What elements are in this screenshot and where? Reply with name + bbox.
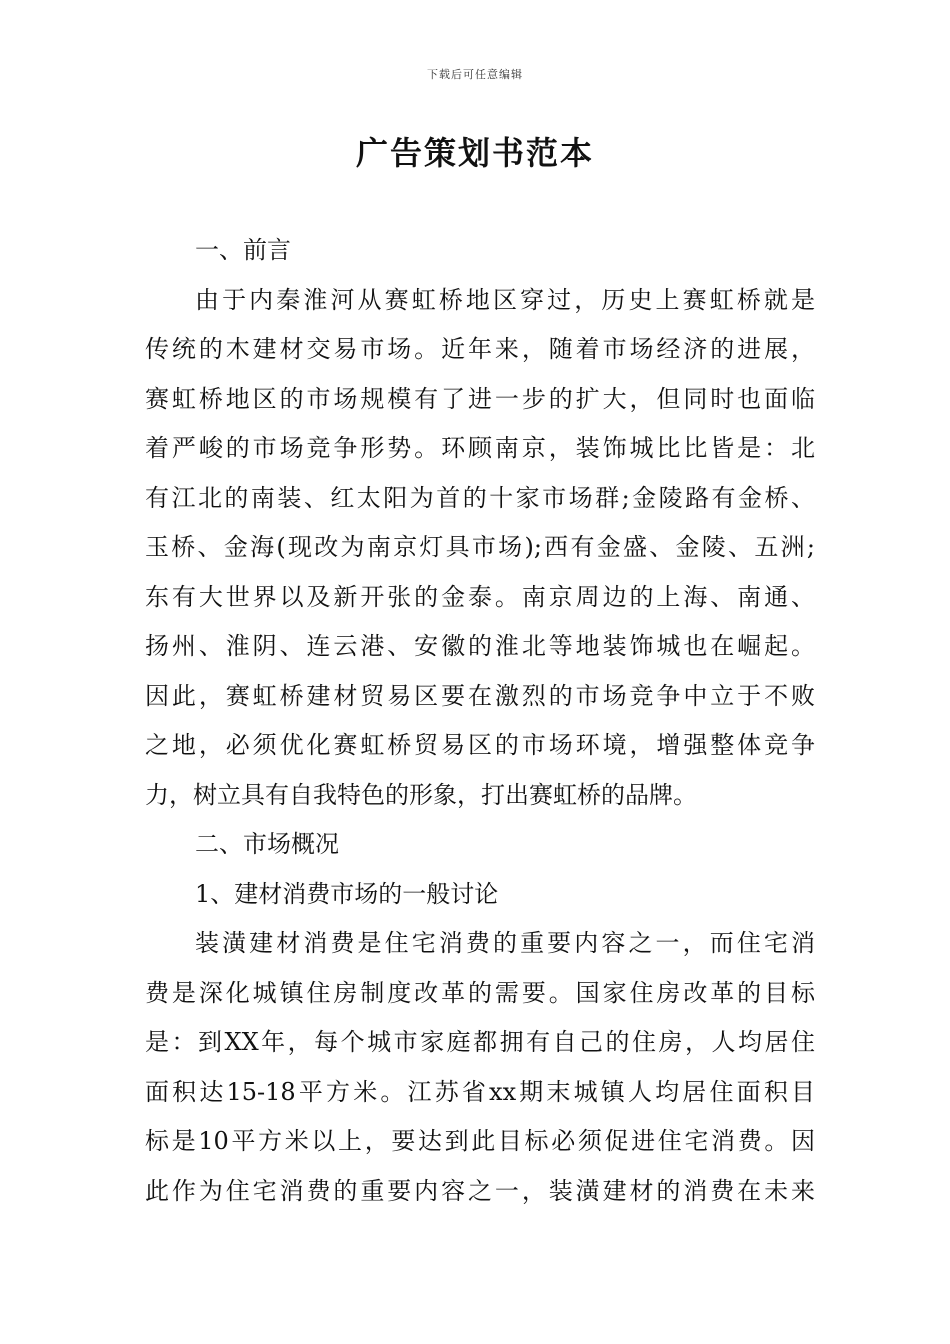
text-line: 赛虹桥地区的市场规模有了进一步的扩大，但同时也面临	[145, 384, 815, 413]
text-line: 是：到XX年，每个城市家庭都拥有自己的住房，人均居住	[145, 1028, 815, 1056]
text-line: 此作为住宅消费的重要内容之一，装潢建材的消费在未来	[145, 1176, 815, 1205]
text-line: 着严峻的市场竞争形势。环顾南京，装饰城比比皆是：北	[145, 434, 815, 462]
section-heading-preface: 一、前言	[195, 236, 291, 264]
document-body	[145, 226, 815, 1216]
text-line: 装潢建材消费是住宅消费的重要内容之一，而住宅消	[195, 929, 815, 957]
text-line: 面积达15-18平方米。江苏省xx期末城镇人均居住面积目	[145, 1077, 815, 1106]
text-line: 有江北的南装、红太阳为首的十家市场群;金陵路有金桥、	[145, 483, 815, 512]
section-heading-market-overview: 二、市场概况	[195, 830, 339, 858]
text-line: 因此，赛虹桥建材贸易区要在激烈的市场竞争中立于不败	[145, 681, 815, 710]
text-line: 东有大世界以及新开张的金泰。南京周边的上海、南通、	[145, 582, 815, 611]
text-line: 费是深化城镇住房制度改革的需要。国家住房改革的目标	[145, 978, 815, 1007]
market-paragraph	[145, 919, 815, 1216]
preface-paragraph	[145, 276, 815, 821]
text-line: 之地，必须优化赛虹桥贸易区的市场环境，增强整体竞争	[145, 731, 815, 759]
text-line: 玉桥、金海(现改为南京灯具市场);西有金盛、金陵、五洲;	[145, 533, 815, 561]
subsection-heading-building-materials: 1、建材消费市场的一般讨论	[195, 879, 499, 908]
text-line: 传统的木建材交易市场。近年来，随着市场经济的进展，	[145, 335, 815, 363]
page-header-note: 下载后可任意编辑	[427, 68, 523, 81]
text-line: 标是10平方米以上，要达到此目标必须促进住宅消费。因	[145, 1127, 815, 1155]
text-line: 由于内秦淮河从赛虹桥地区穿过，历史上赛虹桥就是	[195, 285, 815, 314]
text-line: 扬州、淮阴、连云港、安徽的淮北等地装饰城也在崛起。	[145, 632, 815, 660]
document-title: 广告策划书范本	[355, 134, 594, 172]
text-line: 力，树立具有自我特色的形象，打出赛虹桥的品牌。	[145, 780, 697, 809]
